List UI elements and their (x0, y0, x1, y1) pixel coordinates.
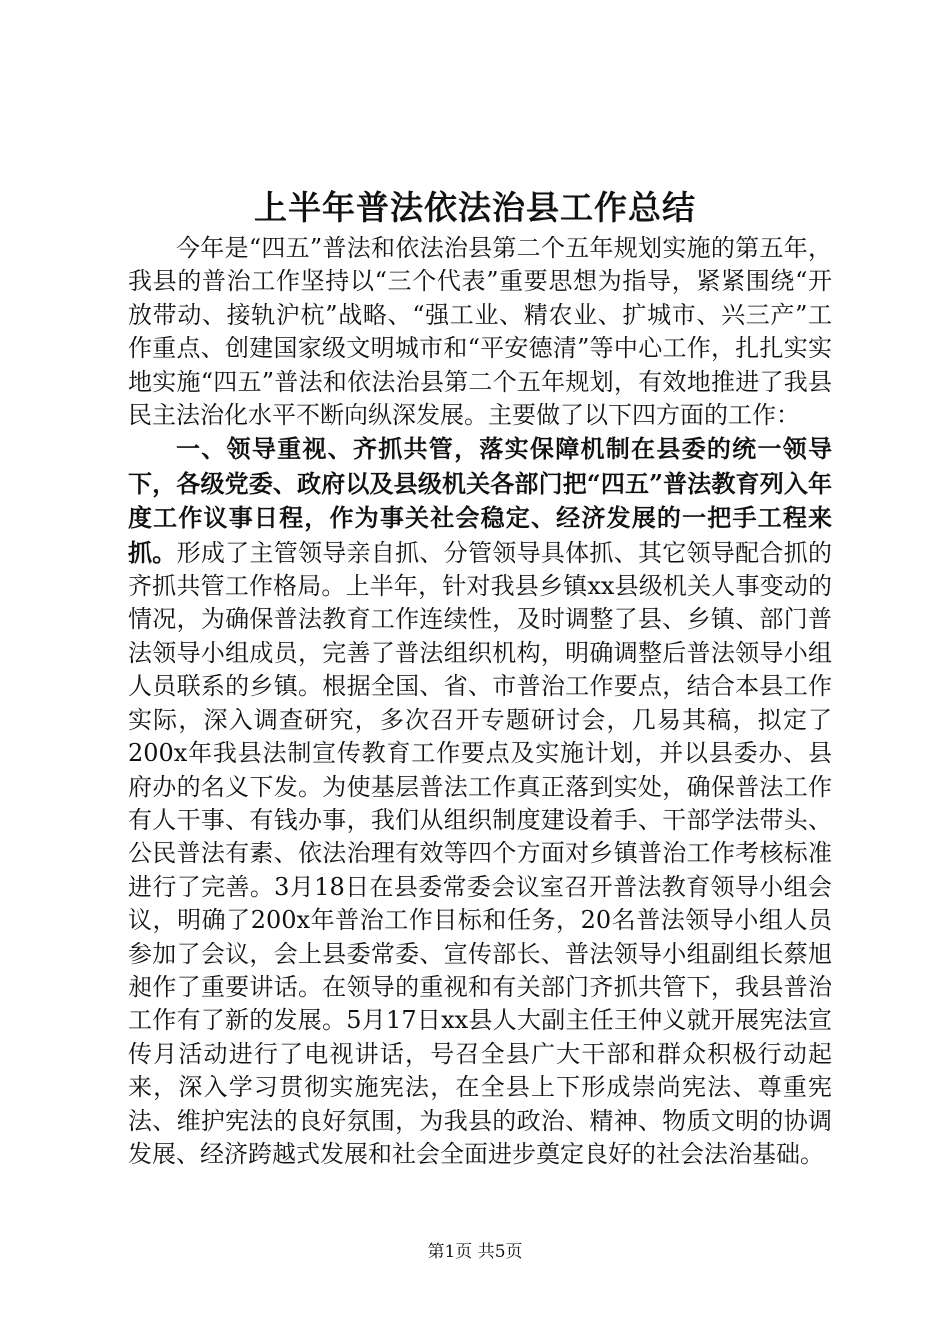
document-title: 上半年普法依法治县工作总结 (254, 188, 696, 227)
section-one-heading: 一、领导重视、齐抓共管，落实保障机制在县委的统一领导下，各级党委、政府以及县级机关各部门把“四五”普法教育列入年度工作议事日程，作为事关社会稳定、经济发展的一把手工程来抓。 (128, 434, 832, 567)
page-number-footer: 第1页 共5页 (427, 1242, 523, 1262)
document-body (128, 232, 832, 1171)
intro-paragraph: 今年是“四五”普法和依法治县第二个五年规划实施的第五年，我县的普治工作坚持以“三个代表”重要思想为指导，紧紧围绕“开放带动、接轨沪杭”战略、“强工业、精农业、扩城市、兴三产”工作重点、创建国家级文明城市和“平安德清”等中心工作，扎扎实实地实施“四五”普法和依法治县第二个五年规划，有效地推进了我县民主法治化水平不断向纵深发展。主要做了以下四方面的工作： (128, 234, 832, 430)
section-one-text: 形成了主管领导亲自抓、分管领导具体抓、其它领导配合抓的齐抓共管工作格局。上半年，针对我县乡镇xx县级机关人事变动的情况，为确保普法教育工作连续性，及时调整了县、乡镇、部门普法领导小组成员，完善了普法组织机构，明确调整后普法领导小组人员联系的乡镇。根据全国、省、市普治工作要点，结合本县工作实际，深入调查研究，多次召开专题研讨会，几易其稿，拟定了200x年我县法制宣传教育工作要点及实施计划，并以县委办、县府办的名义下发。为使基层普法工作真正落到实处，确保普法工作有人干事、有钱办事，我们从组织制度建设着手、干部学法带头、公民普法有素、依法治理有效等四个方面对乡镇普治工作考核标准进行了完善。3月18日在县委常委会议室召开普法教育领导小组会议，明确了200x年普治工作目标和任务，20名普法领导小组人员参加了会议，会上县委常委、宣传部长、普法领导小组副组长蔡旭昶作了重要讲话。在领导的重视和有关部门齐抓共管下，我县普治工作有了新的发展。5月17日xx县人大副主任王仲义就开展宪法宣传月活动进行了电视讲话，号召全县广大干部和群众积极行动起来，深入学习贯彻实施宪法，在全县上下形成崇尚宪法、尊重宪法、维护宪法的良好氛围，为我县的政治、精神、物质文明的协调发展、经济跨越式发展和社会全面进步奠定良好的社会法治基础。 (128, 538, 833, 1168)
section-one-paragraph (128, 432, 832, 1171)
